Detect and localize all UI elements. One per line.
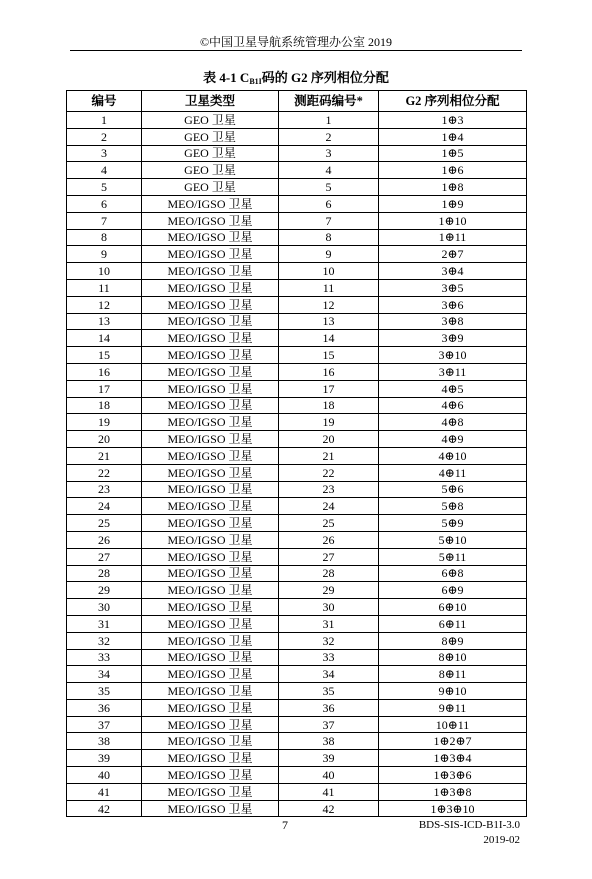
cell-satellite-type: MEO/IGSO 卫星 [142,699,279,716]
cell-number: 22 [67,464,142,481]
cell-g2-phase: 1⊕11 [379,229,527,246]
cell-g2-phase: 9⊕11 [379,699,527,716]
cell-g2-phase: 3⊕8 [379,313,527,330]
cell-number: 10 [67,263,142,280]
table-row [67,397,527,414]
table-row [67,565,527,582]
table-row [67,531,527,548]
cell-satellite-type: MEO/IGSO 卫星 [142,733,279,750]
cell-satellite-type: MEO/IGSO 卫星 [142,683,279,700]
cell-number: 2 [67,128,142,145]
cell-satellite-type: MEO/IGSO 卫星 [142,632,279,649]
cell-g2-phase: 5⊕6 [379,481,527,498]
cell-number: 33 [67,649,142,666]
cell-g2-phase: 1⊕6 [379,162,527,179]
cell-ranging-code: 25 [279,515,379,532]
page-header: ©中国卫星导航系统管理办公室 2019 [199,35,393,49]
cell-ranging-code: 23 [279,481,379,498]
cell-satellite-type: MEO/IGSO 卫星 [142,431,279,448]
cell-g2-phase: 5⊕10 [379,531,527,548]
cell-g2-phase: 3⊕11 [379,363,527,380]
cell-ranging-code: 41 [279,783,379,800]
table-row [67,548,527,565]
cell-satellite-type: MEO/IGSO 卫星 [142,447,279,464]
cell-g2-phase: 1⊕3 [379,112,527,129]
cell-number: 25 [67,515,142,532]
cell-g2-phase: 1⊕3⊕8 [379,783,527,800]
table-row [67,683,527,700]
cell-g2-phase: 3⊕10 [379,347,527,364]
column-header-satellite-type: 卫星类型 [142,91,279,112]
cell-ranging-code: 15 [279,347,379,364]
table-row [67,145,527,162]
cell-satellite-type: MEO/IGSO 卫星 [142,481,279,498]
cell-ranging-code: 2 [279,128,379,145]
cell-g2-phase: 1⊕2⊕7 [379,733,527,750]
cell-ranging-code: 8 [279,229,379,246]
cell-g2-phase: 1⊕10 [379,212,527,229]
cell-g2-phase: 1⊕3⊕4 [379,750,527,767]
cell-number: 5 [67,179,142,196]
cell-number: 15 [67,347,142,364]
cell-number: 42 [67,800,142,817]
cell-satellite-type: GEO 卫星 [142,112,279,129]
table-row [67,447,527,464]
cell-satellite-type: MEO/IGSO 卫星 [142,195,279,212]
column-header-g2-phase: G2 序列相位分配 [379,91,527,112]
cell-g2-phase: 1⊕3⊕10 [379,800,527,817]
cell-number: 26 [67,531,142,548]
caption-suffix: 码的 G2 序列相位分配 [261,70,389,85]
cell-g2-phase: 4⊕10 [379,447,527,464]
table-row [67,112,527,129]
cell-number: 9 [67,246,142,263]
cell-satellite-type: MEO/IGSO 卫星 [142,263,279,280]
cell-g2-phase: 3⊕4 [379,263,527,280]
cell-satellite-type: MEO/IGSO 卫星 [142,414,279,431]
cell-satellite-type: MEO/IGSO 卫星 [142,666,279,683]
page-number: 7 [282,818,288,832]
cell-satellite-type: MEO/IGSO 卫星 [142,649,279,666]
cell-g2-phase: 8⊕9 [379,632,527,649]
cell-g2-phase: 1⊕3⊕6 [379,767,527,784]
cell-satellite-type: MEO/IGSO 卫星 [142,347,279,364]
table-row [67,615,527,632]
table-row [67,649,527,666]
cell-number: 6 [67,195,142,212]
cell-satellite-type: GEO 卫星 [142,145,279,162]
cell-g2-phase: 6⊕11 [379,615,527,632]
table-row [67,431,527,448]
cell-ranging-code: 7 [279,212,379,229]
cell-satellite-type: MEO/IGSO 卫星 [142,363,279,380]
table-row [67,347,527,364]
cell-ranging-code: 11 [279,279,379,296]
cell-ranging-code: 33 [279,649,379,666]
cell-number: 39 [67,750,142,767]
cell-number: 23 [67,481,142,498]
column-header-number: 编号 [67,91,142,112]
cell-ranging-code: 42 [279,800,379,817]
cell-g2-phase: 3⊕9 [379,330,527,347]
table-row [67,599,527,616]
cell-satellite-type: MEO/IGSO 卫星 [142,783,279,800]
table-row [67,582,527,599]
cell-number: 35 [67,683,142,700]
caption-subscript: B1I [249,77,262,86]
table-row [67,363,527,380]
table-row [67,767,527,784]
cell-number: 19 [67,414,142,431]
cell-satellite-type: GEO 卫星 [142,179,279,196]
cell-number: 7 [67,212,142,229]
cell-ranging-code: 34 [279,666,379,683]
cell-satellite-type: GEO 卫星 [142,128,279,145]
table-row [67,464,527,481]
cell-number: 34 [67,666,142,683]
document-date: 2019-02 [483,834,520,846]
table-body [67,112,527,817]
cell-g2-phase: 4⊕9 [379,431,527,448]
cell-g2-phase: 1⊕9 [379,195,527,212]
cell-number: 14 [67,330,142,347]
cell-ranging-code: 1 [279,112,379,129]
cell-number: 12 [67,296,142,313]
cell-ranging-code: 4 [279,162,379,179]
table-row [67,783,527,800]
cell-ranging-code: 31 [279,615,379,632]
cell-g2-phase: 5⊕8 [379,498,527,515]
table-row [67,246,527,263]
cell-ranging-code: 40 [279,767,379,784]
cell-ranging-code: 27 [279,548,379,565]
cell-g2-phase: 5⊕9 [379,515,527,532]
cell-g2-phase: 3⊕5 [379,279,527,296]
cell-ranging-code: 32 [279,632,379,649]
cell-number: 18 [67,397,142,414]
cell-ranging-code: 6 [279,195,379,212]
table-row [67,313,527,330]
table-row [67,229,527,246]
table-header-row [67,91,527,112]
cell-satellite-type: MEO/IGSO 卫星 [142,380,279,397]
cell-g2-phase: 6⊕8 [379,565,527,582]
cell-g2-phase: 4⊕5 [379,380,527,397]
cell-g2-phase: 1⊕5 [379,145,527,162]
cell-satellite-type: MEO/IGSO 卫星 [142,582,279,599]
table-row [67,380,527,397]
cell-satellite-type: MEO/IGSO 卫星 [142,548,279,565]
cell-satellite-type: MEO/IGSO 卫星 [142,279,279,296]
cell-ranging-code: 3 [279,145,379,162]
cell-ranging-code: 22 [279,464,379,481]
table-row [67,666,527,683]
table-row [67,632,527,649]
cell-number: 38 [67,733,142,750]
cell-ranging-code: 14 [279,330,379,347]
cell-g2-phase: 9⊕10 [379,683,527,700]
cell-g2-phase: 1⊕4 [379,128,527,145]
cell-ranging-code: 30 [279,599,379,616]
cell-ranging-code: 10 [279,263,379,280]
table-row [67,716,527,733]
cell-ranging-code: 16 [279,363,379,380]
table-row [67,263,527,280]
cell-ranging-code: 38 [279,733,379,750]
header-rule [70,50,522,51]
cell-number: 4 [67,162,142,179]
table-row [67,330,527,347]
cell-g2-phase: 1⊕8 [379,179,527,196]
cell-satellite-type: MEO/IGSO 卫星 [142,750,279,767]
cell-number: 20 [67,431,142,448]
table-row [67,212,527,229]
cell-g2-phase: 8⊕11 [379,666,527,683]
cell-number: 40 [67,767,142,784]
cell-number: 27 [67,548,142,565]
cell-number: 31 [67,615,142,632]
cell-g2-phase: 8⊕10 [379,649,527,666]
table-row [67,128,527,145]
cell-number: 28 [67,565,142,582]
cell-g2-phase: 4⊕8 [379,414,527,431]
table-row [67,750,527,767]
cell-ranging-code: 36 [279,699,379,716]
cell-satellite-type: GEO 卫星 [142,162,279,179]
cell-ranging-code: 13 [279,313,379,330]
cell-number: 16 [67,363,142,380]
table-row [67,733,527,750]
cell-satellite-type: MEO/IGSO 卫星 [142,397,279,414]
table-row [67,498,527,515]
table-row [67,179,527,196]
cell-ranging-code: 9 [279,246,379,263]
cell-satellite-type: MEO/IGSO 卫星 [142,767,279,784]
cell-ranging-code: 12 [279,296,379,313]
cell-ranging-code: 20 [279,431,379,448]
table-row [67,195,527,212]
cell-satellite-type: MEO/IGSO 卫星 [142,565,279,582]
cell-number: 8 [67,229,142,246]
table-row [67,699,527,716]
cell-g2-phase: 6⊕9 [379,582,527,599]
caption-prefix: 表 4-1 C [203,70,250,85]
table-row [67,414,527,431]
cell-g2-phase: 4⊕11 [379,464,527,481]
cell-satellite-type: MEO/IGSO 卫星 [142,716,279,733]
cell-satellite-type: MEO/IGSO 卫星 [142,464,279,481]
g2-phase-table [66,90,527,817]
table-caption [66,70,526,90]
cell-ranging-code: 26 [279,531,379,548]
cell-number: 41 [67,783,142,800]
table-row [67,162,527,179]
cell-ranging-code: 19 [279,414,379,431]
cell-number: 32 [67,632,142,649]
cell-g2-phase: 3⊕6 [379,296,527,313]
cell-satellite-type: MEO/IGSO 卫星 [142,330,279,347]
cell-number: 13 [67,313,142,330]
cell-g2-phase: 6⊕10 [379,599,527,616]
cell-satellite-type: MEO/IGSO 卫星 [142,313,279,330]
cell-number: 30 [67,599,142,616]
cell-ranging-code: 5 [279,179,379,196]
cell-number: 11 [67,279,142,296]
cell-ranging-code: 37 [279,716,379,733]
cell-ranging-code: 29 [279,582,379,599]
cell-satellite-type: MEO/IGSO 卫星 [142,615,279,632]
cell-ranging-code: 35 [279,683,379,700]
cell-ranging-code: 17 [279,380,379,397]
cell-ranging-code: 24 [279,498,379,515]
cell-g2-phase: 4⊕6 [379,397,527,414]
cell-g2-phase: 5⊕11 [379,548,527,565]
table-row [67,515,527,532]
cell-ranging-code: 28 [279,565,379,582]
cell-satellite-type: MEO/IGSO 卫星 [142,246,279,263]
cell-ranging-code: 21 [279,447,379,464]
cell-satellite-type: MEO/IGSO 卫星 [142,212,279,229]
cell-g2-phase: 2⊕7 [379,246,527,263]
table-row [67,800,527,817]
cell-number: 37 [67,716,142,733]
cell-satellite-type: MEO/IGSO 卫星 [142,229,279,246]
cell-number: 3 [67,145,142,162]
cell-satellite-type: MEO/IGSO 卫星 [142,531,279,548]
cell-number: 24 [67,498,142,515]
cell-number: 17 [67,380,142,397]
cell-ranging-code: 39 [279,750,379,767]
cell-number: 1 [67,112,142,129]
cell-number: 36 [67,699,142,716]
column-header-ranging-code: 测距码编号* [279,91,379,112]
table-row [67,481,527,498]
document-id: BDS-SIS-ICD-B1I-3.0 [418,819,520,831]
cell-satellite-type: MEO/IGSO 卫星 [142,296,279,313]
cell-number: 29 [67,582,142,599]
cell-satellite-type: MEO/IGSO 卫星 [142,599,279,616]
cell-satellite-type: MEO/IGSO 卫星 [142,800,279,817]
cell-g2-phase: 10⊕11 [379,716,527,733]
cell-number: 21 [67,447,142,464]
table-row [67,279,527,296]
cell-satellite-type: MEO/IGSO 卫星 [142,515,279,532]
cell-satellite-type: MEO/IGSO 卫星 [142,498,279,515]
table-row [67,296,527,313]
cell-ranging-code: 18 [279,397,379,414]
